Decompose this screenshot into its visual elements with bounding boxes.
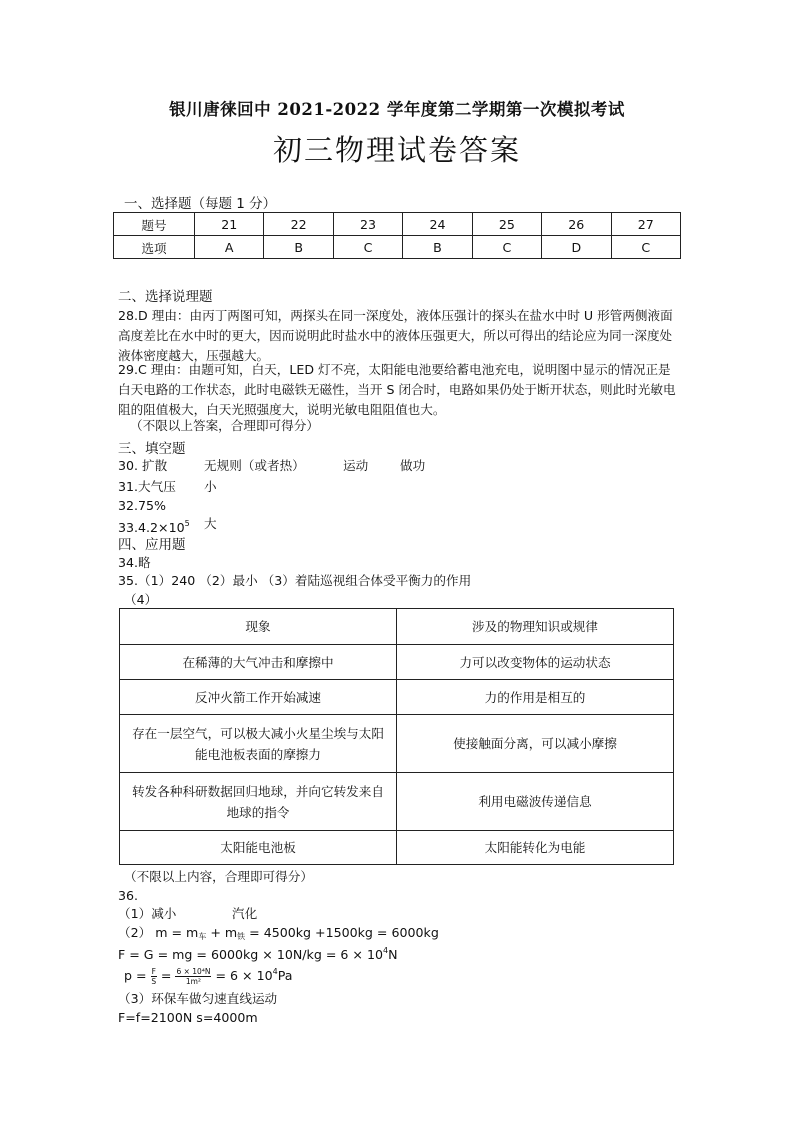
answer-32: 32.75% — [118, 498, 167, 513]
page-title: 初三物理试卷答案 — [272, 133, 521, 167]
mass-subscript-iron: 铁 — [237, 932, 246, 941]
answer-33-base: 33.4.2×10 — [118, 520, 185, 535]
table-cell: 反冲火箭工作开始减速 — [120, 680, 397, 715]
question-number: 21 — [195, 213, 264, 236]
answer-cell: C — [611, 236, 680, 259]
pressure-exponent: 4 — [272, 967, 278, 976]
answer-cell: B — [403, 236, 472, 259]
fraction-numerator: F — [151, 967, 156, 976]
note-text: （不限以上答案，合理即可得分） — [130, 418, 319, 433]
fraction-denominator: 1m² — [185, 977, 201, 986]
answer-36-label: 36. — [118, 888, 139, 903]
mass-formula-prefix: （2） m = m — [118, 925, 199, 940]
answer-36-2-pressure — [124, 962, 292, 986]
row-header-answer: 选项 — [114, 236, 195, 259]
answer-30-part3: 运动 — [343, 458, 369, 473]
question-number: 22 — [264, 213, 333, 236]
force-unit: N — [388, 947, 398, 962]
table-cell: 转发各种科研数据回归地球，并向它转发来自地球的指令 — [120, 773, 397, 831]
mass-formula-mid: + m — [206, 925, 238, 940]
table-row — [120, 645, 674, 680]
section2-heading: 二、选择说理题 — [118, 289, 213, 305]
table-cell: 力的作用是相互的 — [397, 680, 674, 715]
phenomenon-table — [119, 608, 674, 865]
table-cell: 太阳能转化为电能 — [397, 831, 674, 865]
table-cell: 使接触面分离，可以减小摩擦 — [397, 715, 674, 773]
answer-33-result: 大 — [204, 516, 217, 531]
table-row — [120, 831, 674, 865]
answer-35-4-label: （4） — [124, 592, 158, 607]
pressure-unit: Pa — [277, 968, 293, 983]
answer-cell: B — [264, 236, 333, 259]
row-header-number: 题号 — [114, 213, 195, 236]
note-text: （不限以上内容，合理即可得分） — [124, 869, 313, 884]
answer-cell: C — [333, 236, 402, 259]
answer-30-part4: 做功 — [400, 458, 426, 473]
mass-subscript-car: 车 — [198, 932, 207, 941]
answer-36-3: （3）环保车做匀速直线运动 — [118, 991, 278, 1006]
answer-36-3-values: F=f=2100N s=4000m — [118, 1010, 258, 1025]
question-number: 26 — [542, 213, 611, 236]
answer-31-part1: 31.大气压 — [118, 479, 176, 494]
answer-34: 34.略 — [118, 555, 151, 570]
answer-table — [113, 212, 681, 259]
answer-35: 35.（1）240 （2）最小 （3）着陆巡视组合体受平衡力的作用 — [118, 573, 472, 588]
pressure-rhs: = 6 × 10 — [211, 968, 273, 983]
answer-31-part2: 小 — [204, 479, 217, 494]
table-row — [120, 773, 674, 831]
school-exam-title: 银川唐徕回中 2021-2022 学年度第二学期第一次模拟考试 — [169, 100, 625, 119]
table-row — [120, 715, 674, 773]
answer-30-part2: 无规则（或者热） — [204, 458, 305, 473]
answer-28: 28.D 理由：由丙丁两图可知，两探头在同一深度处，液体压强计的探头在盐水中时 U 形管两侧液面高度差比在水中时的更大，因而说明此时盐水中的液体压强更大，所以可得出的结论应为同一深度处液体密度越大，压强越大。 — [118, 308, 673, 363]
table-row — [120, 609, 674, 645]
question-number: 23 — [333, 213, 402, 236]
table-cell: 力可以改变物体的运动状态 — [397, 645, 674, 680]
question-number: 24 — [403, 213, 472, 236]
answer-30-part1: 30. 扩散 — [118, 458, 168, 473]
answer-36-1-part2: 汽化 — [232, 906, 258, 921]
answer-cell: C — [472, 236, 541, 259]
fraction-values — [175, 967, 211, 986]
force-formula: F = G = mg = 6000kg × 10N/kg = 6 × 10 — [118, 947, 383, 962]
answer-36-1-part1: （1）减小 — [118, 906, 177, 921]
column-header-phenomenon: 现象 — [120, 609, 397, 645]
pressure-lhs: p = — [124, 968, 151, 983]
pressure-equals: = — [156, 968, 176, 983]
section3-heading: 三、填空题 — [118, 441, 186, 457]
answer-29: 29.C 理由：由题可知，白天，LED 灯不亮，太阳能电池要给蓄电池充电，说明图中显示的情况正是白天电路的工作状态，此时电磁铁无磁性，当开 S 闭合时，电路如果仍处于断开状态，则此时光敏电阻的阻值极大，白天光照强度大，说明光敏电阻阻值也大。 — [118, 362, 676, 417]
table-cell: 在稀薄的大气冲击和摩擦中 — [120, 645, 397, 680]
table-cell: 太阳能电池板 — [120, 831, 397, 865]
mass-formula-rest: = 4500kg +1500kg = 6000kg — [245, 925, 439, 940]
fraction-denominator: S — [151, 977, 157, 986]
question-number: 27 — [611, 213, 680, 236]
section4-heading: 四、应用题 — [118, 537, 186, 553]
fraction-numerator: 6 × 10⁴N — [176, 967, 211, 976]
table-row — [114, 236, 681, 259]
table-row — [114, 213, 681, 236]
section1-heading: 一、选择题（每题 1 分） — [124, 196, 277, 212]
answer-33-exponent: 5 — [184, 519, 190, 528]
answer-cell: A — [195, 236, 264, 259]
table-cell: 存在一层空气，可以极大减小火星尘埃与太阳能电池板表面的摩擦力 — [120, 715, 397, 773]
column-header-physics: 涉及的物理知识或规律 — [397, 609, 674, 645]
question-number: 25 — [472, 213, 541, 236]
force-exponent: 4 — [382, 946, 389, 955]
answer-cell: D — [542, 236, 611, 259]
table-cell: 利用电磁波传递信息 — [397, 773, 674, 831]
table-row — [120, 680, 674, 715]
